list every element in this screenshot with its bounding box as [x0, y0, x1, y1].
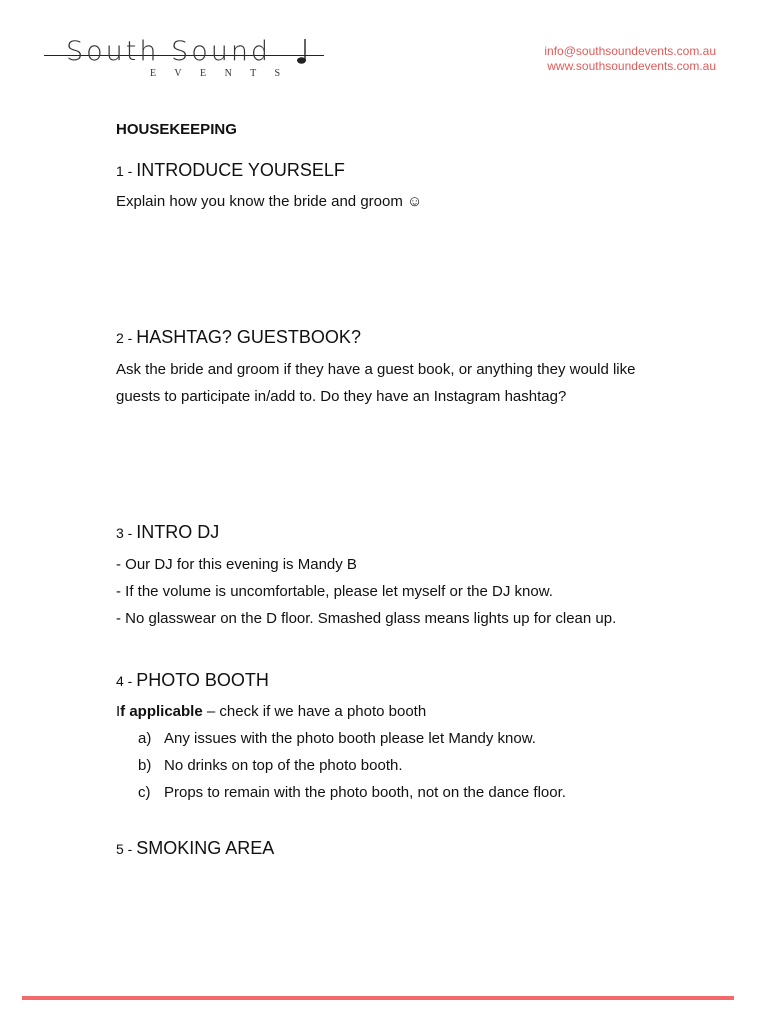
section-5-number: 5 - [116, 841, 137, 857]
list-marker: c) [138, 784, 151, 801]
section-2-line: Ask the bride and groom if they have a guest book, or anything they would like [116, 361, 636, 378]
section-1-line: Explain how you know the bride and groom ☺ [116, 193, 423, 210]
list-item-text: Any issues with the photo booth please let Mandy know. [164, 730, 536, 747]
section-2-number: 2 - [116, 330, 137, 346]
section-5-heading [116, 838, 274, 859]
section-5-title: SMOKING AREA [136, 838, 275, 858]
list-item [138, 725, 566, 752]
section-4-heading [116, 670, 269, 691]
section-4-intro-prefix: I [116, 703, 121, 720]
section-3-line: - If the volume is uncomfortable, please let myself or the DJ know. [116, 583, 553, 600]
section-4-list [138, 725, 566, 806]
section-1-number: 1 - [116, 163, 137, 179]
contact-block [544, 44, 716, 74]
footer-divider [22, 996, 734, 1000]
list-item [138, 779, 566, 806]
section-4-number: 4 - [116, 673, 137, 689]
section-4-title: PHOTO BOOTH [136, 670, 269, 690]
section-3-line: - No glasswear on the D floor. Smashed glass means lights up for clean up. [116, 610, 617, 627]
section-3-number: 3 - [116, 525, 137, 541]
section-3-title: INTRO DJ [136, 522, 220, 542]
list-item [138, 752, 566, 779]
section-3-heading [116, 522, 219, 543]
list-marker: a) [138, 730, 152, 747]
section-4-intro-rest: – check if we have a photo booth [202, 703, 427, 720]
section-4-intro-bold: f applicable [120, 703, 203, 720]
contact-email[interactable]: info@southsoundevents.com.au [544, 44, 716, 58]
section-1-body [116, 188, 422, 215]
contact-website[interactable]: www.southsoundevents.com.au [547, 59, 716, 73]
section-3-body [116, 551, 616, 632]
section-1-title: INTRODUCE YOURSELF [136, 160, 345, 180]
section-4-intro [116, 698, 426, 725]
page-title: HOUSEKEEPING [116, 121, 237, 138]
section-2-title: HASHTAG? GUESTBOOK? [136, 327, 361, 347]
logo-wordmark: South Sound [66, 36, 272, 67]
brand-logo [44, 34, 334, 84]
section-3-line: - Our DJ for this evening is Mandy B [116, 556, 357, 573]
music-note-icon [296, 38, 308, 66]
section-2-body [116, 356, 635, 410]
section-2-line: guests to participate in/add to. Do they have an Instagram hashtag? [116, 388, 567, 405]
section-1-heading [116, 160, 345, 181]
list-marker: b) [138, 757, 152, 774]
list-item-text: No drinks on top of the photo booth. [164, 757, 403, 774]
list-item-text: Props to remain with the photo booth, not on the dance floor. [164, 784, 566, 801]
logo-subtitle: E V E N T S [150, 68, 289, 79]
section-2-heading [116, 327, 361, 348]
